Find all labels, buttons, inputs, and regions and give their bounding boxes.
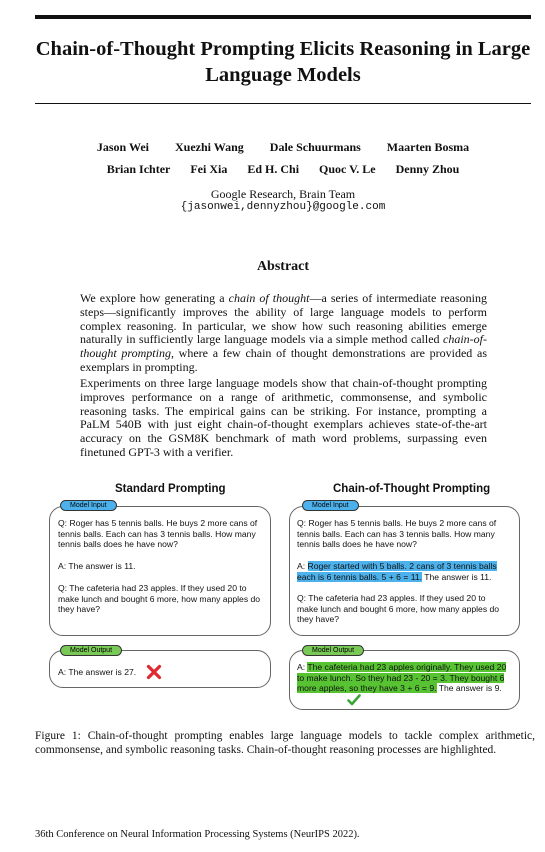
standard-question-2: Q: The cafeteria had 23 apples. If they used 20 to make lunch and bought 6 more, how many apples do they have? [58,583,261,615]
affiliation: Google Research, Brain Team [210,187,356,201]
answer-prefix: A: [297,662,308,672]
cot-question-2: Q: The cafeteria had 23 apples. If they used 20 to make lunch and bought 6 more, how many apples do they have? [297,593,500,625]
author-name: Brian Ichter [106,162,171,176]
authors-row-1 [35,140,531,155]
answer-suffix: The answer is 9. [436,683,502,694]
standard-output-answer: A: The answer is 27. [58,667,137,677]
abstract-text: , where a few chain of thought demonstrations are provided as exemplars in prompting. [80,346,488,374]
author-name: Dale Schuurmans [269,140,361,154]
cot-answer-1 [297,561,512,582]
model-output-label: Model Output [302,645,364,656]
reasoning-highlight: Roger started with 5 balls. 2 cans of 3 tennis balls each is 6 tennis balls. 5 + 6 = 11. [297,561,497,582]
standard-answer-1: A: The answer is 11. [58,561,136,571]
reasoning-highlight: The cafeteria had 23 apples originally. They used 20 to make lunch. So they had 23 - 20 = 3. They bought 6 more apples, so they have 3 + 6 = 9. [297,662,507,694]
correct-answer-icon [347,694,361,706]
abstract-text: —a series of intermediate reasoning steps—significantly improves the ability of large language models to perform complex reasoning. In particular, we show how such reasoning abilities emerge naturally in sufficiently large language models via a simple method called [80,291,487,347]
author-name: Quoc V. Le [319,162,376,176]
standard-question-1: Q: Roger has 5 tennis balls. He buys 2 more cans of tennis balls. Each can has 3 tennis balls. How many tennis balls does he have now? [58,518,258,550]
author-name: Jason Wei [96,140,149,154]
answer-prefix: A: [297,561,308,571]
model-input-label: Model Input [302,500,359,511]
author-name: Xuezhi Wang [174,140,244,154]
author-name: Denny Zhou [395,162,460,176]
abstract-emphasis: chain of thought [228,291,310,305]
author-name: Ed H. Chi [247,162,300,176]
standard-prompting-heading: Standard Prompting [115,483,226,495]
model-input-label: Model Input [60,500,117,511]
paper-title: Chain-of-Thought Prompting Elicits Reasoning in Large Language Models [35,38,531,86]
cot-output-answer [297,662,512,694]
abstract-text: We explore how generating a [80,291,229,305]
model-output-label: Model Output [60,645,122,656]
title-rule-bottom [35,103,531,104]
figure-caption: Figure 1: Chain-of-thought prompting enables large language models to tackle complex arithmetic, commonsense, and symbolic reasoning tasks. Chain-of-thought reasoning processes are highlighted. [35,730,535,756]
abstract-paragraph-1 [80,292,487,375]
abstract-emphasis: chain-of-thought prompting [80,332,487,361]
cot-prompting-heading: Chain-of-Thought Prompting [333,483,491,495]
abstract-heading: Abstract [256,259,310,274]
wrong-answer-icon [146,664,162,680]
conference-footer: 36th Conference on Neural Information Processing Systems (NeurIPS 2022). [35,829,360,840]
abstract-paragraph-2: Experiments on three large language models show that chain-of-thought prompting improves performance on a range of arithmetic, commonsense, and symbolic reasoning tasks. The empirical gains can be striking. For instance, prompting a PaLM 540B with just eight chain-of-thought exemplars achieves state-of-the-art accuracy on the GSM8K benchmark of math word problems, surpassing even finetuned GPT-3 with a verifier. [80,376,487,459]
title-rule-top [35,15,531,19]
cot-question-1: Q: Roger has 5 tennis balls. He buys 2 more cans of tennis balls. Each can has 3 tennis balls. How many tennis balls does he have now? [297,518,497,550]
author-name: Fei Xia [190,162,228,176]
author-email: {jasonwei,dennyzhou}@google.com [180,201,386,213]
author-name: Maarten Bosma [386,140,470,154]
answer-suffix: The answer is 11. [422,571,492,582]
authors-row-2 [35,162,531,177]
